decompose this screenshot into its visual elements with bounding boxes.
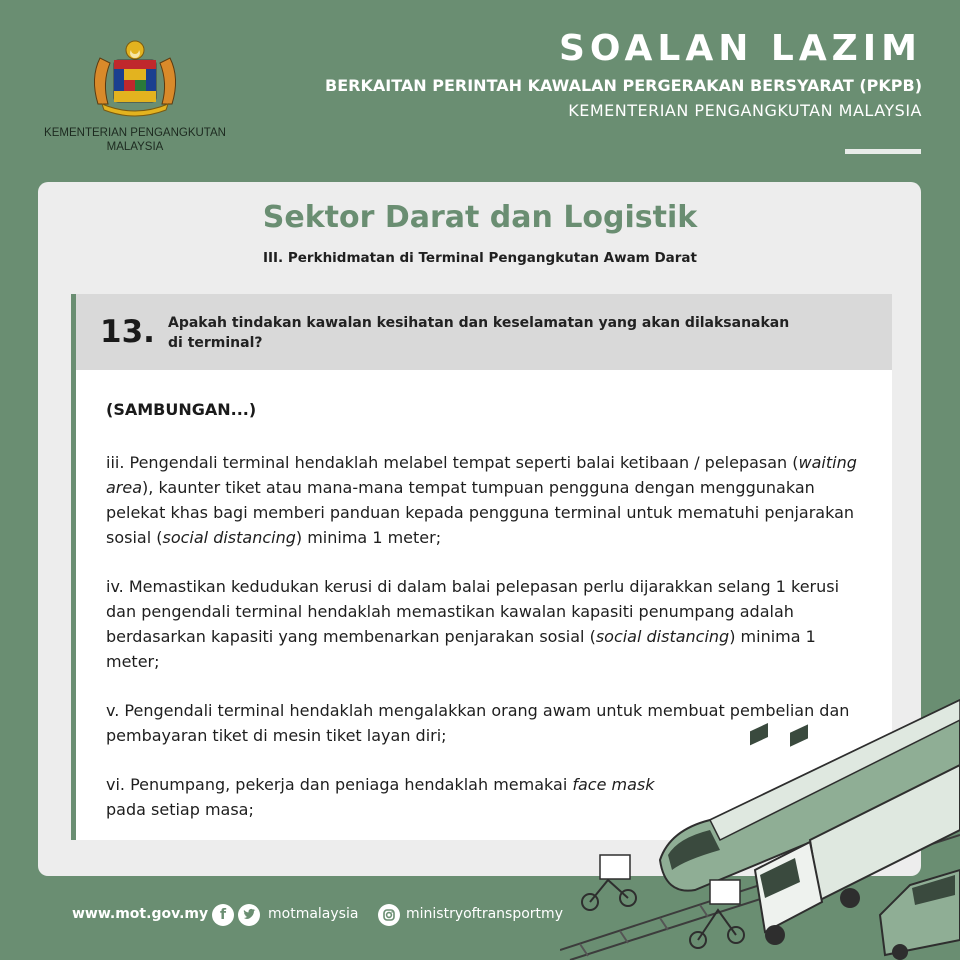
header-divider [845, 149, 921, 154]
continuation-label: (SAMBUNGAN...) [106, 400, 257, 419]
answer-item-iv-text-a: iv. Memastikan kedudukan kerusi di dalam balai pelepasan perlu dijarakkan selang 1 kerusi dan pengendali terminal hendaklah memastikan kawalan kapasiti penumpang adalah berdasarkan kapasiti yang membenarkan penjarakan sosial ( [106, 577, 840, 646]
question-text [168, 313, 818, 353]
facebook-icon[interactable]: f [212, 904, 234, 926]
answer-item-iii [106, 450, 866, 550]
malaysia-coat-of-arms-logo [80, 38, 190, 118]
car-icon [880, 870, 960, 960]
ministry-full-name: KEMENTERIAN PENGANGKUTAN MALAYSIA [568, 101, 922, 120]
motorcycle-icon [582, 855, 636, 910]
ministry-name-line1: KEMENTERIAN PENGANGKUTAN [44, 127, 226, 139]
answer-item-iv-italic: social distancing [595, 627, 730, 646]
instagram-glyph [378, 904, 400, 926]
twitter-icon[interactable] [238, 904, 260, 926]
answer-item-vi-text-b: pada setiap masa; [106, 800, 254, 819]
sector-title: Sektor Darat dan Logistik [262, 200, 698, 235]
page-title: SOALAN LAZIM [558, 28, 922, 69]
answer-item-vi-italic: face mask [572, 775, 655, 794]
answer-item-iii-text-a: iii. Pengendali terminal hendaklah melabel tempat seperti balai ketibaan / pelepasan ( [106, 453, 799, 472]
question-number: 13. [100, 314, 155, 350]
answer-item-iii-text-c: ) minima 1 meter; [295, 528, 442, 547]
answer-item-iv [106, 574, 866, 674]
motorcycle-icon-2 [690, 880, 744, 948]
twitter-bird-glyph [238, 904, 260, 926]
question-line2: di terminal? [168, 335, 263, 351]
ministry-name [20, 126, 250, 154]
transport-illustration [560, 670, 960, 960]
website-link[interactable]: www.mot.gov.my [72, 906, 209, 922]
section-title: III. Perkhidmatan di Terminal Pengangkutan Awam Darat [262, 250, 697, 266]
answer-item-vi-text-a: vi. Penumpang, pekerja dan peniaga hendaklah memakai [106, 775, 573, 794]
social-handle-facebook-twitter[interactable]: motmalaysia [268, 906, 359, 922]
railway-sleepers [580, 905, 708, 956]
instagram-icon[interactable] [378, 904, 400, 926]
answer-item-iii-text-b: ), kaunter tiket atau mana-mana tempat tumpuan pengguna dengan menggunakan pelekat khas bagi memberi panduan kepada pengguna terminal untuk mematuhi penjarakan sosial ( [106, 478, 855, 547]
page-subtitle: BERKAITAN PERINTAH KAWALAN PERGERAKAN BERSYARAT (PKPB) [325, 76, 922, 95]
question-line1: Apakah tindakan kawalan kesihatan dan keselamatan yang akan dilaksanakan [168, 315, 790, 331]
social-handle-instagram[interactable]: ministryoftransportmy [406, 906, 563, 922]
answer-item-v: v. Pengendali terminal hendaklah mengalakkan orang awam untuk membuat pembelian dan pembayaran tiket di mesin tiket layan diri; [106, 701, 850, 745]
ministry-name-line2: MALAYSIA [106, 141, 164, 153]
answer-item-iii-italic-a: waiting area [106, 453, 857, 497]
answer-item-iv-text-b: ) minima 1 meter; [106, 627, 816, 671]
answer-item-iii-italic-b: social distancing [162, 528, 296, 547]
